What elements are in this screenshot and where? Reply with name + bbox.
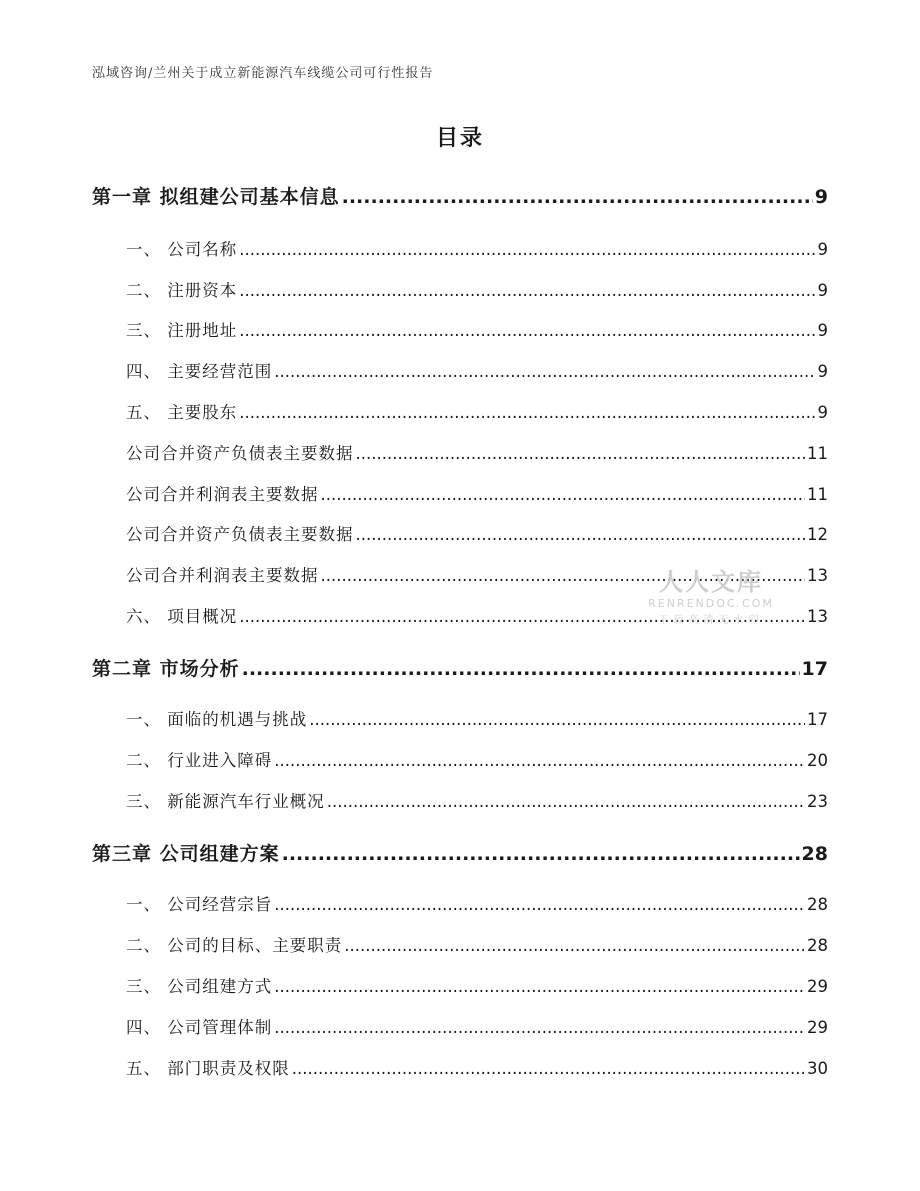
toc-entry-label: 四、 主要经营范围 <box>126 362 273 381</box>
toc-entry-label: 一、 面临的机遇与挑战 <box>126 710 308 729</box>
dot-leader <box>356 444 806 461</box>
toc-entry-section[interactable] <box>126 358 828 382</box>
toc-entry-page: 17 <box>807 710 828 729</box>
toc-entry-page: 9 <box>817 321 828 340</box>
watermark-subtext: 下载高清无水印 <box>658 615 764 626</box>
toc-entry-section[interactable] <box>126 440 828 464</box>
toc-entry-label: 公司合并利润表主要数据 <box>126 566 319 585</box>
dot-leader <box>239 281 815 298</box>
toc-entry-label: 三、 公司组建方式 <box>126 977 273 996</box>
toc-entry-section[interactable] <box>126 521 828 545</box>
dot-leader <box>321 485 806 502</box>
toc-entry-label: 公司合并利润表主要数据 <box>126 485 319 504</box>
toc-entry-section[interactable] <box>126 236 828 260</box>
toc-entry-page: 29 <box>807 977 828 996</box>
toc-entry-label: 一、 公司名称 <box>126 240 238 259</box>
toc-entry-section[interactable] <box>126 706 828 730</box>
dot-leader <box>274 977 805 994</box>
dot-leader <box>342 186 813 205</box>
watermark-domain: RENRENDOC.COM <box>648 597 774 610</box>
toc-entry-page: 17 <box>801 658 828 680</box>
dot-leader <box>239 403 815 420</box>
toc-entry-page: 9 <box>817 281 828 300</box>
dot-leader <box>239 321 815 338</box>
toc-entry-page: 30 <box>807 1059 828 1078</box>
toc-entry-label: 第二章 市场分析 <box>92 658 240 680</box>
toc-entry-section[interactable] <box>126 932 828 956</box>
toc-entry-page: 28 <box>807 936 828 955</box>
toc-entry-label: 三、 新能源汽车行业概况 <box>126 792 325 811</box>
dot-leader <box>239 607 805 624</box>
toc-entry-label: 第三章 公司组建方案 <box>92 843 280 865</box>
dot-leader <box>274 895 805 912</box>
toc-entry-page: 12 <box>807 525 828 544</box>
toc-entry-section[interactable] <box>126 603 828 627</box>
toc-entry-chapter-3[interactable] <box>92 839 828 866</box>
toc-entry-label: 二、 注册资本 <box>126 281 238 300</box>
toc-entry-page: 9 <box>817 240 828 259</box>
dot-leader <box>344 936 805 953</box>
toc-entry-label: 三、 注册地址 <box>126 321 238 340</box>
toc-entry-page: 11 <box>807 444 828 463</box>
toc-entry-label: 一、 公司经营宗旨 <box>126 895 273 914</box>
toc-entry-section[interactable] <box>126 317 828 341</box>
toc-entry-page: 20 <box>807 751 828 770</box>
toc-entry-page: 13 <box>807 566 828 585</box>
watermark-logo-text: 人人文库 <box>659 567 763 596</box>
toc-entry-page: 28 <box>801 843 828 865</box>
toc-entry-label: 二、 行业进入障碍 <box>126 751 273 770</box>
toc-entry-page: 9 <box>817 403 828 422</box>
toc-entry-section[interactable] <box>126 481 828 505</box>
dot-leader <box>274 1018 805 1035</box>
dot-leader <box>274 362 815 379</box>
toc-entry-label: 公司合并资产负债表主要数据 <box>126 525 354 544</box>
toc-entry-section[interactable] <box>126 1014 828 1038</box>
toc-entry-section[interactable] <box>126 1055 828 1079</box>
toc-entry-section[interactable] <box>126 747 828 771</box>
toc-entry-page: 28 <box>807 895 828 914</box>
toc-entry-label: 六、 项目概况 <box>126 607 238 626</box>
toc-entry-page: 11 <box>807 485 828 504</box>
dot-leader <box>292 1059 805 1076</box>
toc-entry-page: 13 <box>807 607 828 626</box>
dot-leader <box>239 240 815 257</box>
toc-entry-label: 五、 部门职责及权限 <box>126 1059 290 1078</box>
toc-entry-page: 23 <box>807 792 828 811</box>
toc-entry-label: 五、 主要股东 <box>126 403 238 422</box>
dot-leader <box>309 710 805 727</box>
dot-leader <box>321 566 806 583</box>
toc-entry-chapter-2[interactable] <box>92 654 828 681</box>
toc-entry-section[interactable] <box>126 788 828 812</box>
dot-leader <box>242 658 800 677</box>
toc-entry-page: 9 <box>814 186 828 208</box>
toc-entry-section[interactable] <box>126 277 828 301</box>
toc-entry-label: 四、 公司管理体制 <box>126 1018 273 1037</box>
dot-leader <box>282 843 800 862</box>
toc-entry-section[interactable] <box>126 562 828 586</box>
toc-entry-chapter-1[interactable] <box>92 182 828 209</box>
dot-leader <box>274 751 805 768</box>
toc-entry-page: 29 <box>807 1018 828 1037</box>
toc-entry-section[interactable] <box>126 399 828 423</box>
toc-entry-label: 第一章 拟组建公司基本信息 <box>92 186 340 208</box>
running-header: 泓域咨询/兰州关于成立新能源汽车线缆公司可行性报告 <box>92 66 434 81</box>
toc-title: 目录 <box>435 126 484 151</box>
toc-entry-page: 9 <box>817 362 828 381</box>
dot-leader <box>356 525 806 542</box>
dot-leader <box>327 792 805 809</box>
toc-entry-label: 公司合并资产负债表主要数据 <box>126 444 354 463</box>
toc-entry-label: 二、 公司的目标、主要职责 <box>126 936 343 955</box>
toc-entry-section[interactable] <box>126 973 828 997</box>
toc-entry-section[interactable] <box>126 891 828 915</box>
